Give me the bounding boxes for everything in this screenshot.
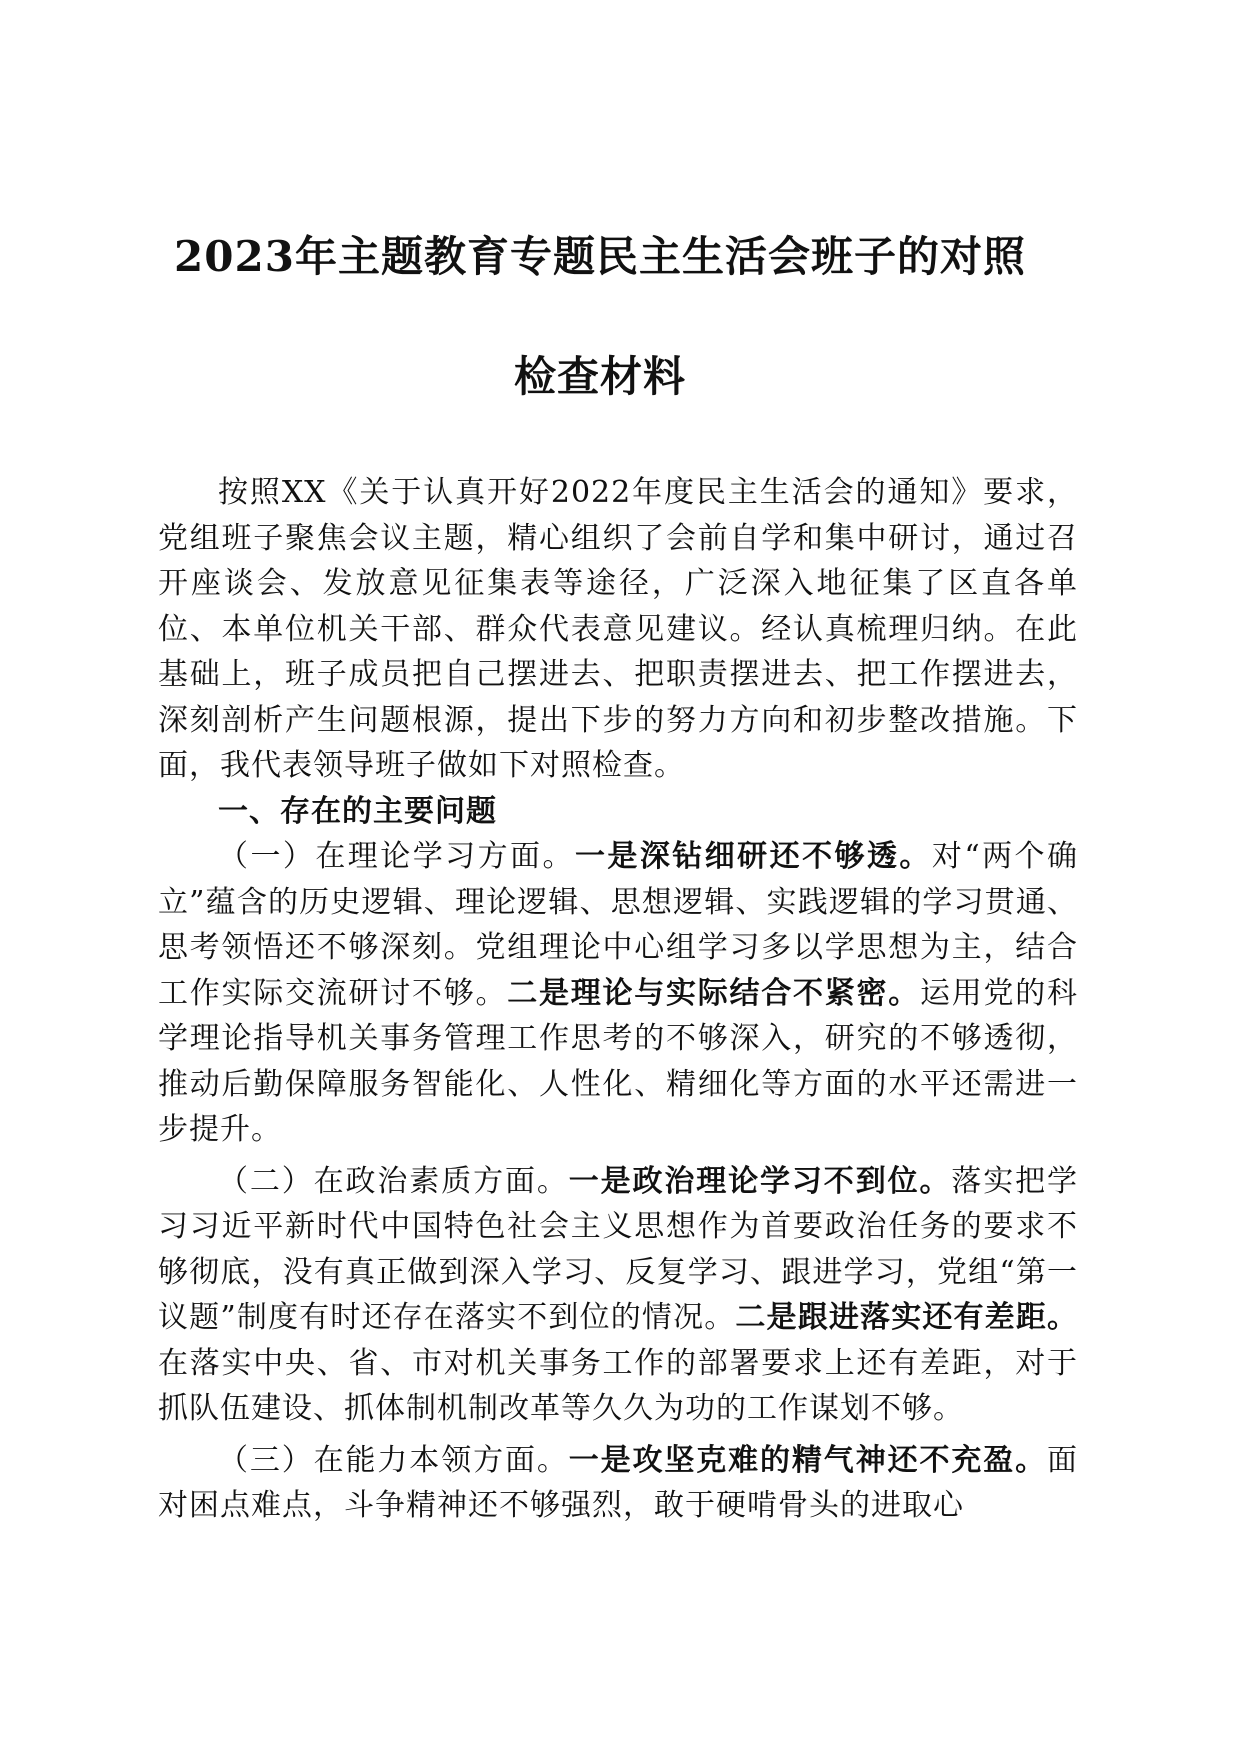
item-2-paragraph	[158, 1159, 1078, 1432]
item-2-prefix: （二）在政治素质方面。	[218, 1163, 569, 1199]
intro-paragraph: 按照XX《关于认真开好2022年度民主生活会的通知》要求，党组班子聚焦会议主题，精心组织了会前自学和集中研讨，通过召开座谈会、发放意见征集表等途径，广泛深入地征集了区直各单位、本单位机关干部、群众代表意见建议。经认真梳理归纳。在此基础上，班子成员把自己摆进去、把职责摆进去、把工作摆进去，深刻剖析产生问题根源，提出下步的努力方向和初步整改措施。下面，我代表领导班子做如下对照检查。	[158, 475, 1078, 783]
document-title-line-1: 2023年主题教育专题民主生活会班子的对照	[174, 232, 1026, 281]
document-body	[158, 470, 1078, 1529]
item-1-point-1-title: 一是深钻细研还不够透。	[574, 839, 932, 874]
item-1-prefix: （一）在理论学习方面。	[218, 839, 575, 874]
item-1-point-2-title: 二是理论与实际结合不紧密。	[507, 975, 920, 1011]
section-heading: 一、存在的主要问题	[218, 793, 497, 829]
item-2-point-2-title: 二是跟进落实还有差距。	[735, 1300, 1078, 1335]
item-2-point-2-text: 在落实中央、省、市对机关事务工作的部署要求上还有差距，对于抓队伍建设、抓体制机制改革等久久为功的工作谋划不够。	[158, 1345, 1078, 1426]
item-3-paragraph	[158, 1438, 1078, 1529]
item-3-prefix: （三）在能力本领方面。	[218, 1442, 569, 1478]
item-1-point-1-text: 对“两个确立”蕴含的历史逻辑、理论逻辑、思想逻辑、实践逻辑的学习贯通、思考领悟还不够深刻。党组理论中心组学习多以学思想为主，结合工作实际交流研讨不够。	[158, 839, 1079, 1011]
document-title-line-2: 检查材料	[513, 352, 686, 401]
item-2-point-1-title: 一是政治理论学习不到位。	[568, 1163, 952, 1199]
item-2-point-1-text: 落实把学习习近平新时代中国特色社会主义思想作为首要政治任务的要求不够彻底，没有真正做到深入学习、反复学习、跟进学习，党组“第一议题”制度有时还存在落实不到位的情况。	[158, 1163, 1079, 1335]
item-3-point-1-title: 一是攻坚克难的精气神还不充盈。	[568, 1442, 1048, 1478]
item-3-point-1-text: 面对困点难点，斗争精神还不够强烈，敢于硬啃骨头的进取心	[158, 1442, 1079, 1523]
item-1-paragraph	[158, 834, 1078, 1153]
item-1-point-2-text: 运用党的科学理论指导机关事务管理工作思考的不够深入，研究的不够透彻，推动后勤保障服务智能化、人性化、精细化等方面的水平还需进一步提升。	[158, 975, 1078, 1147]
